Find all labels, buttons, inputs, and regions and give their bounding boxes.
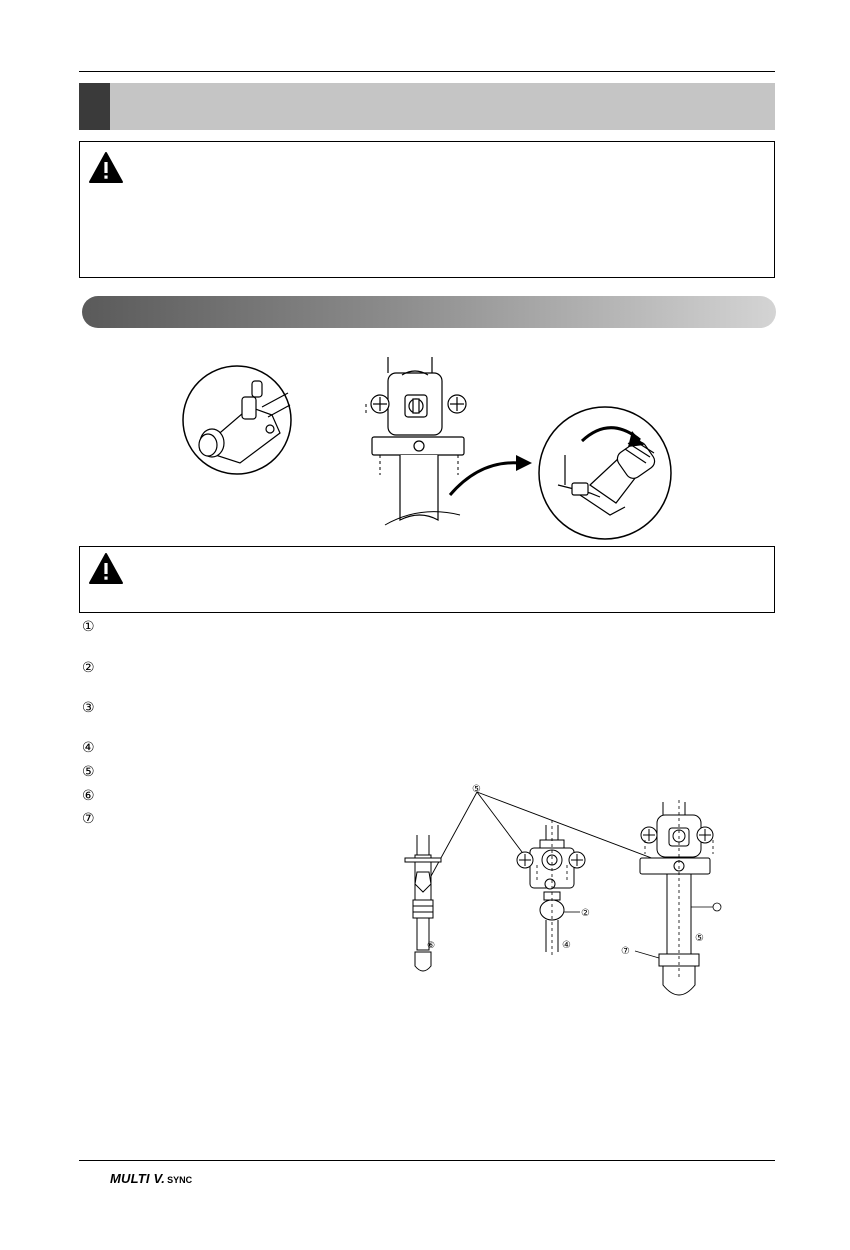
callout-left-pipe: ⑥: [427, 941, 436, 951]
callout-top: ⑤: [472, 784, 481, 795]
brand-main: MULTI V.: [110, 1171, 166, 1186]
step-3-marker: ③: [82, 700, 95, 716]
step-5-marker: ⑤: [82, 764, 95, 780]
step-1-marker: ①: [82, 619, 95, 635]
valve-parts-diagram: [395, 780, 735, 1010]
warning-box-1: [79, 141, 775, 278]
callout-right-valve: ②: [581, 908, 590, 919]
warning-triangle-icon: [88, 151, 124, 184]
warning-box-2: [79, 546, 775, 613]
step-2-marker: ②: [82, 660, 95, 676]
top-rule: [79, 71, 775, 72]
step-7-marker: ⑦: [82, 811, 95, 827]
section-marker: [79, 83, 110, 130]
subsection-header-bar: [82, 296, 776, 328]
service-valve-illustration: [180, 345, 680, 545]
section-header-bar: [79, 83, 775, 130]
warning-triangle-icon: [88, 552, 124, 585]
step-4-marker: ④: [82, 740, 95, 756]
brand-logo: [110, 1170, 192, 1188]
callout-big-valve-pipe: ⑤: [695, 933, 704, 944]
step-6-marker: ⑥: [82, 788, 95, 804]
callout-right-pipe: ④: [562, 940, 571, 951]
brand-sub: SYNC: [167, 1175, 193, 1185]
bottom-rule: [79, 1160, 775, 1161]
callout-big-valve-base: ⑦: [621, 946, 630, 957]
